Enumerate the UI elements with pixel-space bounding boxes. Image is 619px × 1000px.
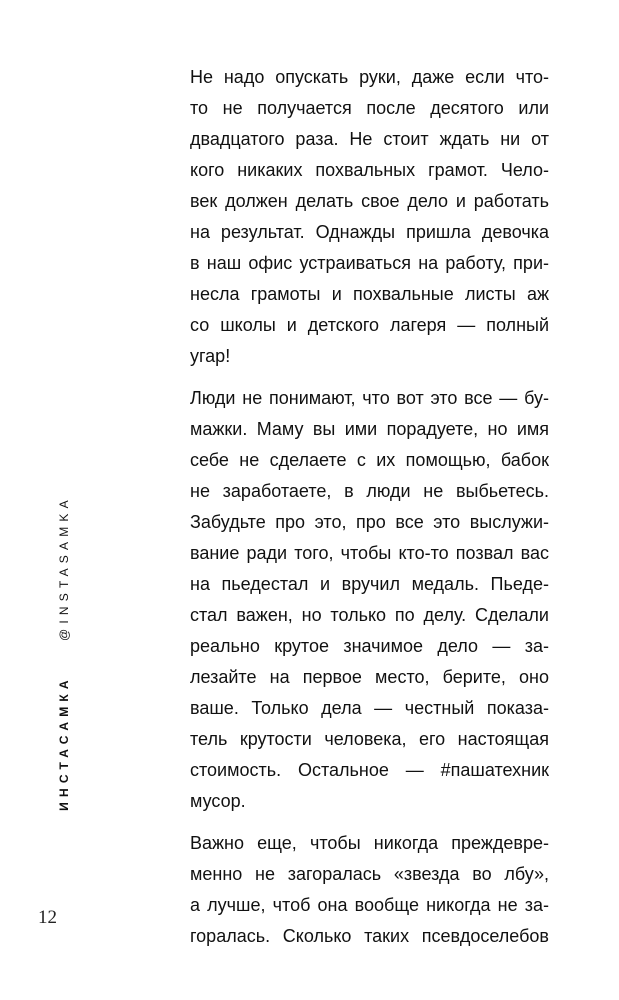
text-line: век должен делать свое дело и работать xyxy=(190,191,549,211)
text-line: реально крутое значимое дело — за- xyxy=(190,636,549,656)
text-line: тель крутости человека, его настоящая xyxy=(190,729,549,749)
text-line: несла грамоты и похвальные листы аж xyxy=(190,284,549,304)
text-line: ваше. Только дела — честный показа- xyxy=(190,698,549,718)
text-line: угар! xyxy=(190,346,231,366)
text-line: кого никаких похвальных грамот. Чело- xyxy=(190,160,549,180)
running-header-text xyxy=(57,495,71,811)
text-line: Важно еще, чтобы никогда преждевре- xyxy=(190,833,549,853)
book-title: ИНСТАСАМКА xyxy=(57,675,71,811)
text-line: на результат. Однажды пришла девочка xyxy=(190,222,549,242)
paragraph-2 xyxy=(190,383,549,817)
paragraph-gap xyxy=(190,372,549,383)
text-line: на пьедестал и вручил медаль. Пьеде- xyxy=(190,574,549,594)
text-line: в наш офис устраиваться на работу, при- xyxy=(190,253,549,273)
text-line: стоимость. Остальное — #пашатехник xyxy=(190,760,549,780)
body-text xyxy=(190,62,549,952)
text-line: себе не сделаете с их помощью, бабок xyxy=(190,450,549,470)
paragraph-gap xyxy=(190,817,549,828)
text-line: вание ради того, чтобы кто-то позвал вас xyxy=(190,543,549,563)
text-line: то не получается после десятого или xyxy=(190,98,549,118)
text-line: стал важен, но только по делу. Сделали xyxy=(190,605,549,625)
author-handle: @INSTASAMKA xyxy=(57,495,71,642)
text-line: Не надо опускать руки, даже если что- xyxy=(190,67,549,87)
text-line: менно не загоралась «звезда во лбу», xyxy=(190,864,549,884)
text-line: лезайте на первое место, берите, оно xyxy=(190,667,549,687)
paragraph-1 xyxy=(190,62,549,372)
text-line: горалась. Сколько таких псевдоселебов xyxy=(190,926,549,946)
text-line: со школы и детского лагеря — полный xyxy=(190,315,549,335)
page-number: 12 xyxy=(38,907,57,928)
text-line: не заработаете, в люди не выбьетесь. xyxy=(190,481,549,501)
text-line: мажки. Маму вы ими порадуете, но имя xyxy=(190,419,549,439)
text-line: мусор. xyxy=(190,791,246,811)
paragraph-3 xyxy=(190,828,549,952)
text-line: Забудьте про это, про все это выслужи- xyxy=(190,512,549,532)
text-line: Люди не понимают, что вот это все — бу- xyxy=(190,388,549,408)
text-line: двадцатого раза. Не стоит ждать ни от xyxy=(190,129,549,149)
text-line: а лучше, чтоб она вообще никогда не за- xyxy=(190,895,549,915)
running-header xyxy=(44,438,84,868)
